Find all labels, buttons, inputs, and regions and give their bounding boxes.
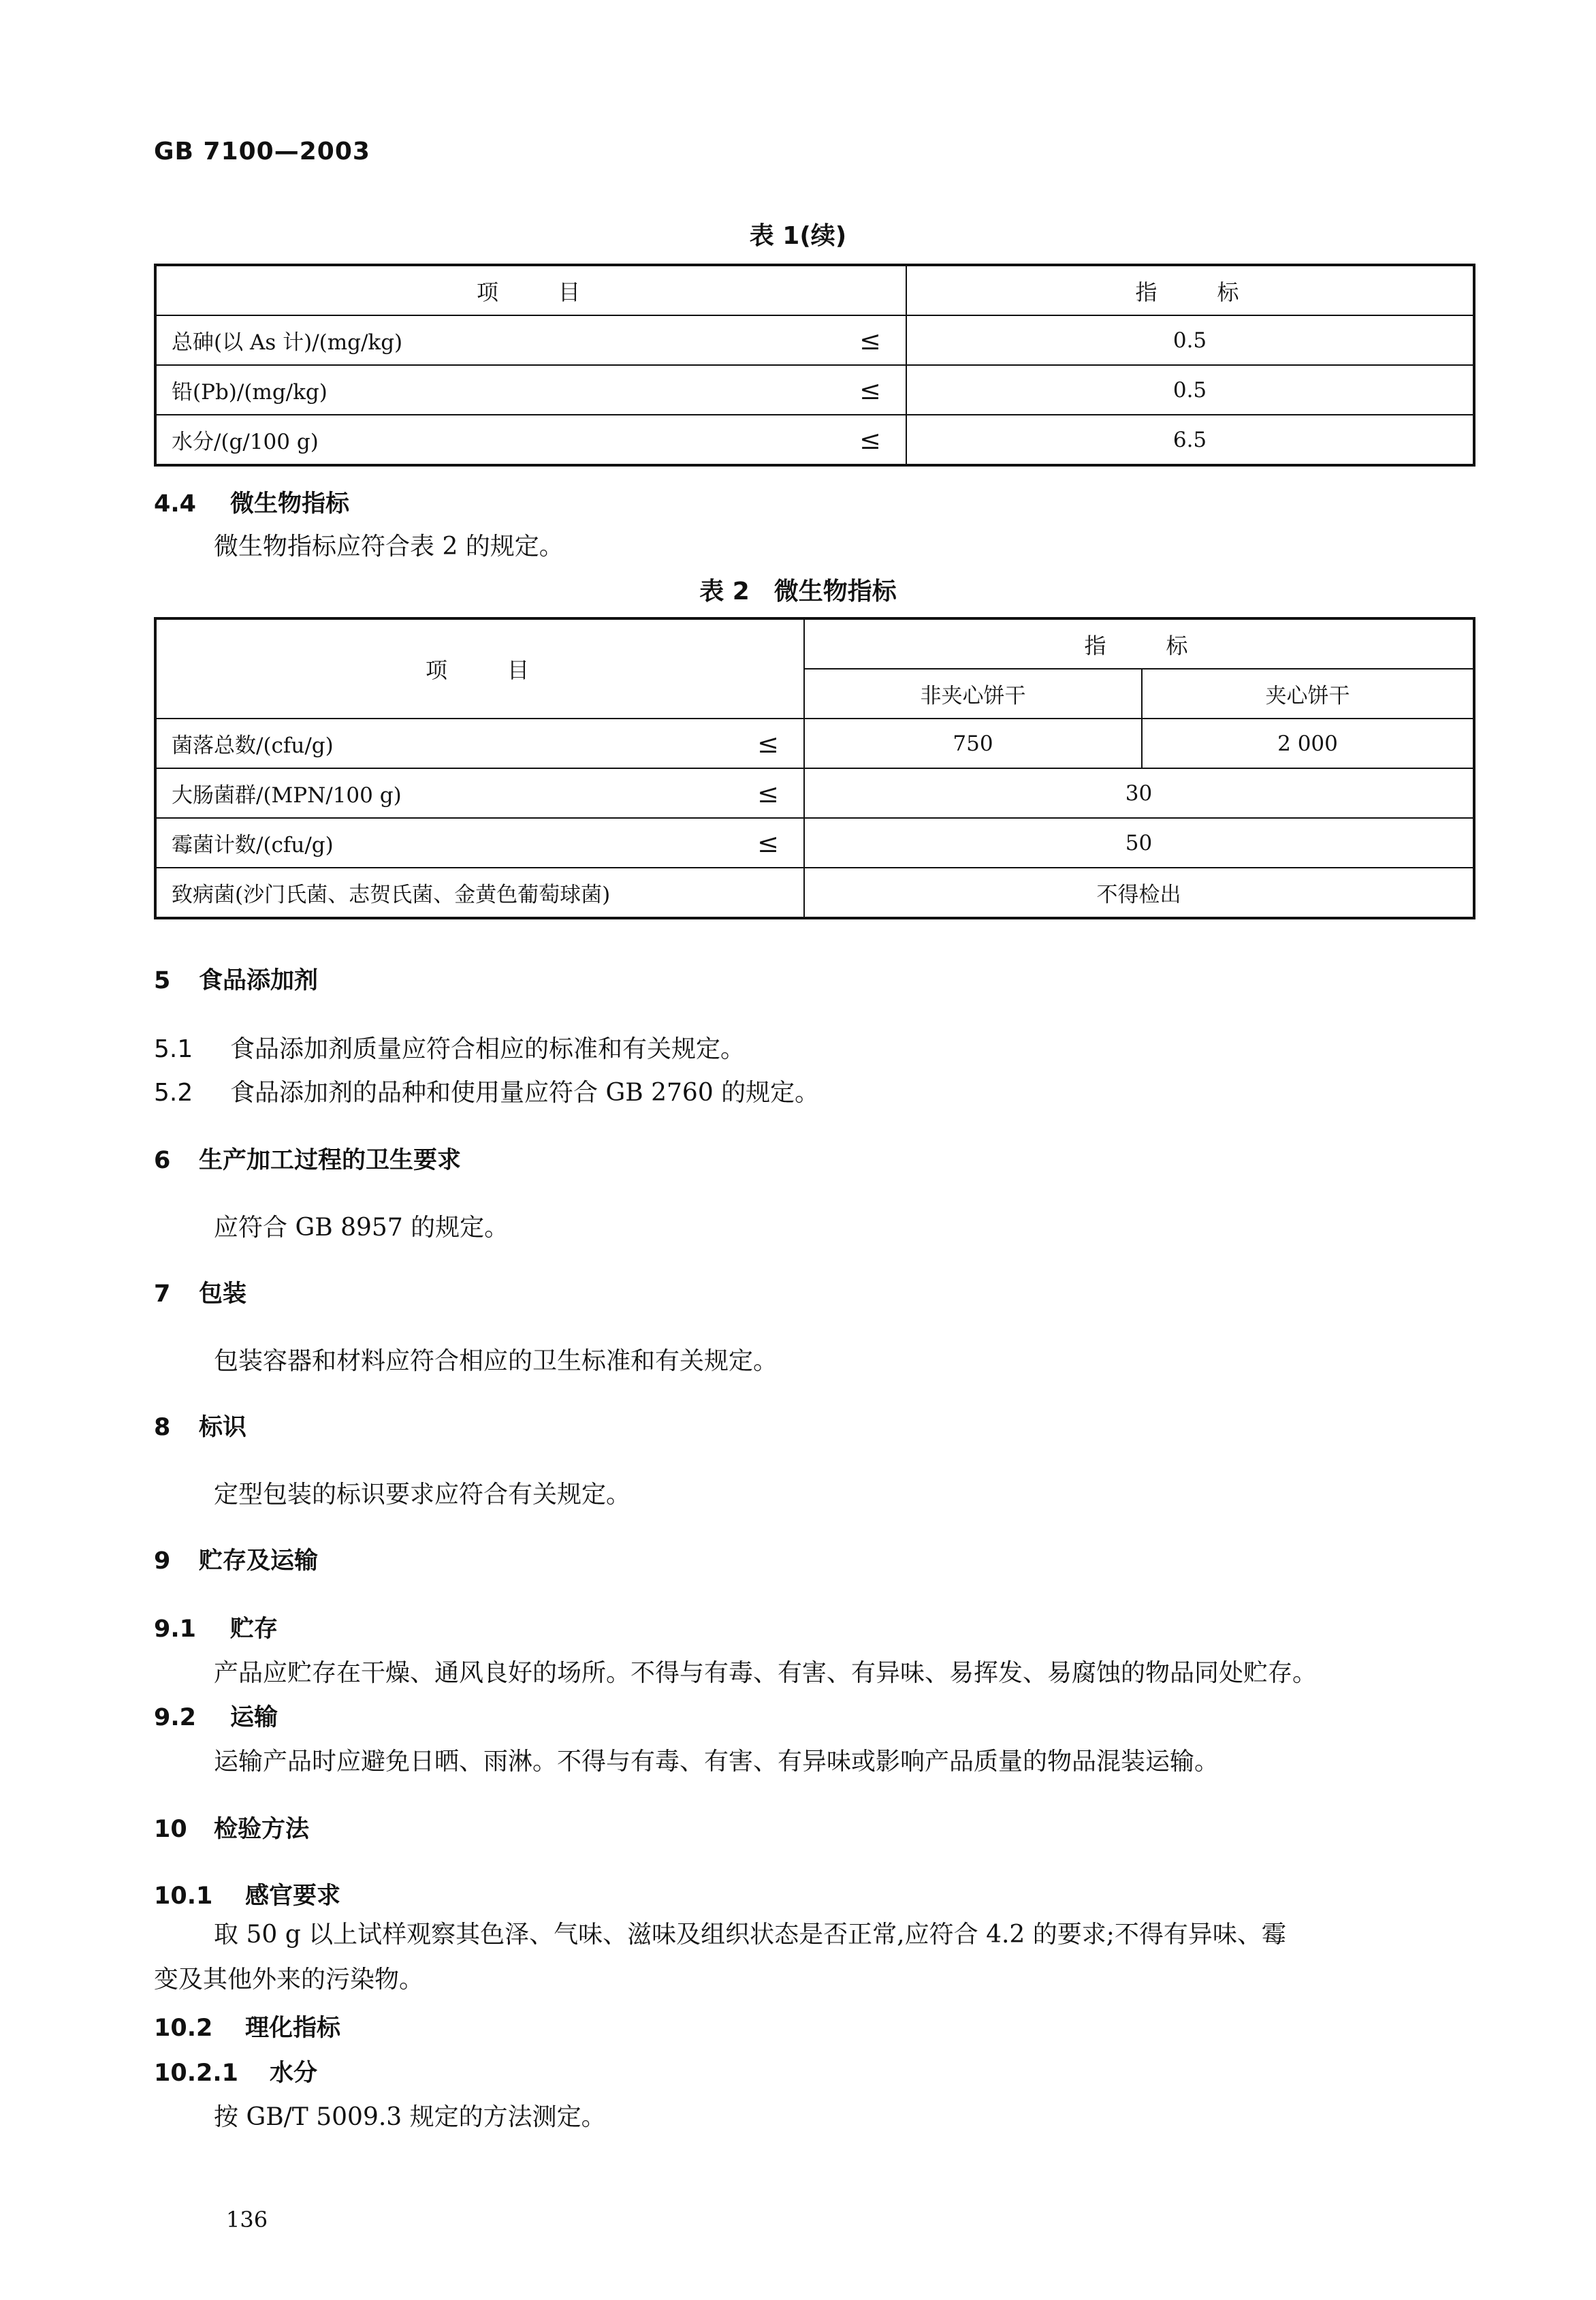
section-9-1-text: 产品应贮存在干燥、通风良好的场所。不得与有毒、有害、有异味、易挥发、易腐蚀的物品同处贮存。: [214, 1659, 1318, 1687]
table2-value-sandwich: 2 000: [1142, 719, 1474, 768]
standard-number: GB 7100—2003: [154, 138, 370, 166]
table2-subheader-non-sandwich: 非夹心饼干: [804, 669, 1142, 719]
page-number: 136: [226, 2207, 268, 2233]
table2-value: 不得检出: [804, 868, 1474, 918]
section-6-text: 应符合 GB 8957 的规定。: [214, 1214, 509, 1242]
section-10-2-1-text: 按 GB/T 5009.3 规定的方法测定。: [214, 2103, 606, 2131]
table-row: [155, 415, 1474, 465]
le-symbol: ≤: [859, 375, 881, 405]
table2-item: 致病菌(沙门氏菌、志贺氏菌、金黄色葡萄球菌): [155, 868, 804, 918]
table1-header-value: 指 标: [906, 265, 1474, 315]
section-10-2-1-heading: 10.2.1 水分: [154, 2060, 318, 2087]
table-row: [155, 768, 1474, 818]
table-row: [155, 315, 1474, 365]
le-symbol: ≤: [757, 828, 779, 858]
table1-caption: 表 1(续): [749, 222, 847, 250]
table2-caption: 表 2 微生物指标: [699, 578, 897, 605]
section-8-text: 定型包装的标识要求应符合有关规定。: [214, 1481, 631, 1509]
section-10-heading: 10 检验方法: [154, 1816, 310, 1843]
section-8-heading: 8 标识: [154, 1414, 247, 1441]
table2-header-value: 指 标: [804, 618, 1474, 669]
section-10-1-text: 取 50 g 以上试样观察其色泽、气味、滋味及组织状态是否正常,应符合 4.2 的要求;不得有异味、霉 变及其他外来的污染物。: [154, 1921, 1286, 1994]
table-row: [155, 818, 1474, 868]
table1-item: 水分/(g/100 g): [172, 430, 319, 454]
table2-item: 大肠菌群/(MPN/100 g): [172, 783, 402, 808]
section-9-1-heading: 9.1 贮存: [154, 1616, 278, 1643]
le-symbol: ≤: [859, 325, 881, 356]
table2-value: 30: [804, 768, 1474, 818]
section-7-heading: 7 包装: [154, 1280, 247, 1308]
table1-value: 0.5: [906, 315, 1474, 365]
section-10-1-heading: 10.1 感官要求: [154, 1882, 341, 1910]
table1-item: 总砷(以 As 计)/(mg/kg): [172, 330, 403, 355]
section-4-4-text: 微生物指标应符合表 2 的规定。: [214, 533, 564, 561]
le-symbol: ≤: [757, 778, 779, 808]
table2-header-item: 项 目: [155, 618, 804, 719]
table2: [154, 617, 1475, 919]
section-6-heading: 6 生产加工过程的卫生要求: [154, 1147, 462, 1174]
table2-subheader-sandwich: 夹心饼干: [1142, 669, 1474, 719]
table-row: [155, 868, 1474, 918]
table1-header-item: 项 目: [155, 265, 906, 315]
table1-value: 0.5: [906, 365, 1474, 415]
section-5-1: 5.1 食品添加剂质量应符合相应的标准和有关规定。: [154, 1035, 746, 1063]
table2-item: 霉菌计数/(cfu/g): [172, 833, 334, 857]
table2-value-non-sandwich: 750: [804, 719, 1142, 768]
section-5-heading: 5 食品添加剂: [154, 967, 319, 994]
section-5-2: 5.2 食品添加剂的品种和使用量应符合 GB 2760 的规定。: [154, 1079, 820, 1107]
table1-item: 铅(Pb)/(mg/kg): [172, 380, 328, 405]
le-symbol: ≤: [757, 728, 779, 759]
table2-value: 50: [804, 818, 1474, 868]
section-7-text: 包装容器和材料应符合相应的卫生标准和有关规定。: [214, 1347, 778, 1375]
section-9-heading: 9 贮存及运输: [154, 1547, 319, 1575]
table1-value: 6.5: [906, 415, 1474, 465]
section-10-2-heading: 10.2 理化指标: [154, 2015, 341, 2042]
table-row: [155, 719, 1474, 768]
section-9-2-text: 运输产品时应避免日晒、雨淋。不得与有毒、有害、有异味或影响产品质量的物品混装运输。: [214, 1748, 1219, 1776]
section-4-4-heading: 4.4 微生物指标: [154, 490, 350, 518]
le-symbol: ≤: [859, 424, 881, 455]
table-row: [155, 365, 1474, 415]
section-9-2-heading: 9.2 运输: [154, 1704, 278, 1731]
table1: [154, 264, 1475, 467]
table2-item: 菌落总数/(cfu/g): [172, 734, 334, 758]
